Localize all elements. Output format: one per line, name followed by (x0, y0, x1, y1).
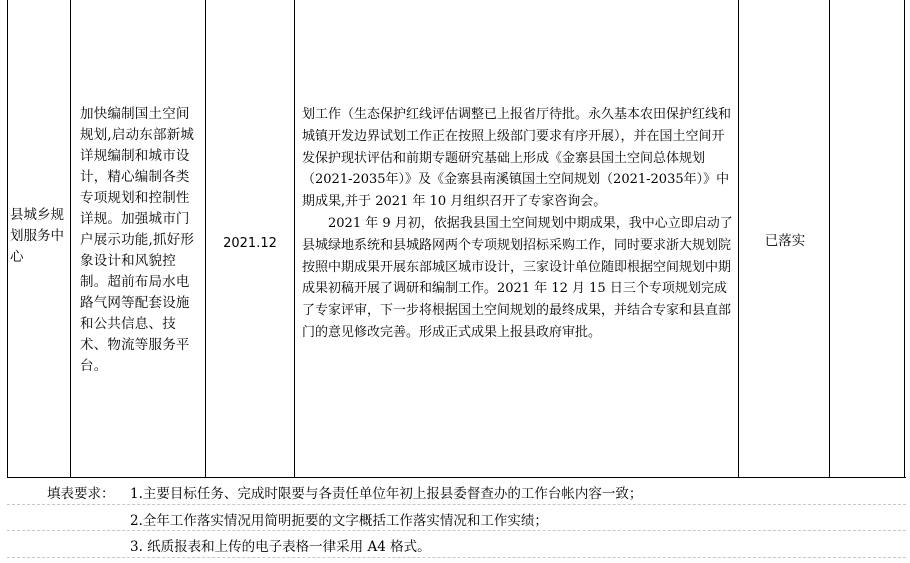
notes-label: 填表要求： (47, 486, 115, 502)
notes-item-1: 1.主要目标任务、完成时限要与各责任单位年初上报县委督查办的工作台帐内容一致； (130, 486, 643, 502)
time-limit-cell: 2021.12 (223, 236, 277, 251)
guide-line (7, 504, 906, 505)
progress-cell (302, 104, 734, 344)
progress-paragraph-2: 2021 年 9 月初，依据我县国土空间规划中期成果，我中心立即启动了县城绿地系统和县城路网两个专项规划招标采购工作，同时要求浙大规划院按照中期成果开展东部城区城市设计，三家设计单位随即根据空间规划中期成果初稿开展了调研和编制工作。2021 年 12 月 15 日三个专项规划完成了专家评审，下一步将根据国土空间规划的最终成果，并结合专家和县直部门的意见修改完善。形成正式成果上报县政府审批。 (302, 215, 733, 340)
guide-line (7, 557, 906, 558)
col-border-3 (294, 0, 295, 478)
notes-item-2: 2.全年工作落实情况用简明扼要的文字概括工作落实情况和工作实绩； (130, 513, 548, 529)
col-border-4 (738, 0, 739, 478)
progress-paragraph-1: 划工作（生态保护红线评估调整已上报省厅待批。永久基本农田保护红线和城镇开发边界试划工作正在按照上级部门要求有序开展），并在国土空间开发保护现状评估和前期专题研究基础上形成《金寨县国土空间总体规划（2021-2035年）》及《金寨县南溪镇国土空间规划（2021-2035年）》中期成果,并于 2021 年 10 月组织召开了专家咨询会。 (302, 107, 732, 210)
col-border-left (7, 0, 8, 478)
col-border-right (904, 0, 905, 478)
table-bottom-border (7, 477, 906, 478)
responsible-unit-cell: 县城乡规划服务中心 (10, 207, 64, 265)
task-measures-cell: 加快编制国土空间规划,启动东部新城详规编制和城市设计，精心编制各类专项规划和控制性详规。加强城市门户展示功能,抓好形象设计和风貌控制。超前布局水电路气网等配套设施和公共信息、技术、物流等服务平台。 (80, 106, 195, 374)
status-cell: 已落实 (764, 233, 806, 249)
guide-line (7, 530, 906, 531)
notes-item-3: 3. 纸质报表和上传的电子表格一律采用 A4 格式。 (130, 539, 431, 555)
col-border-1 (70, 0, 71, 478)
